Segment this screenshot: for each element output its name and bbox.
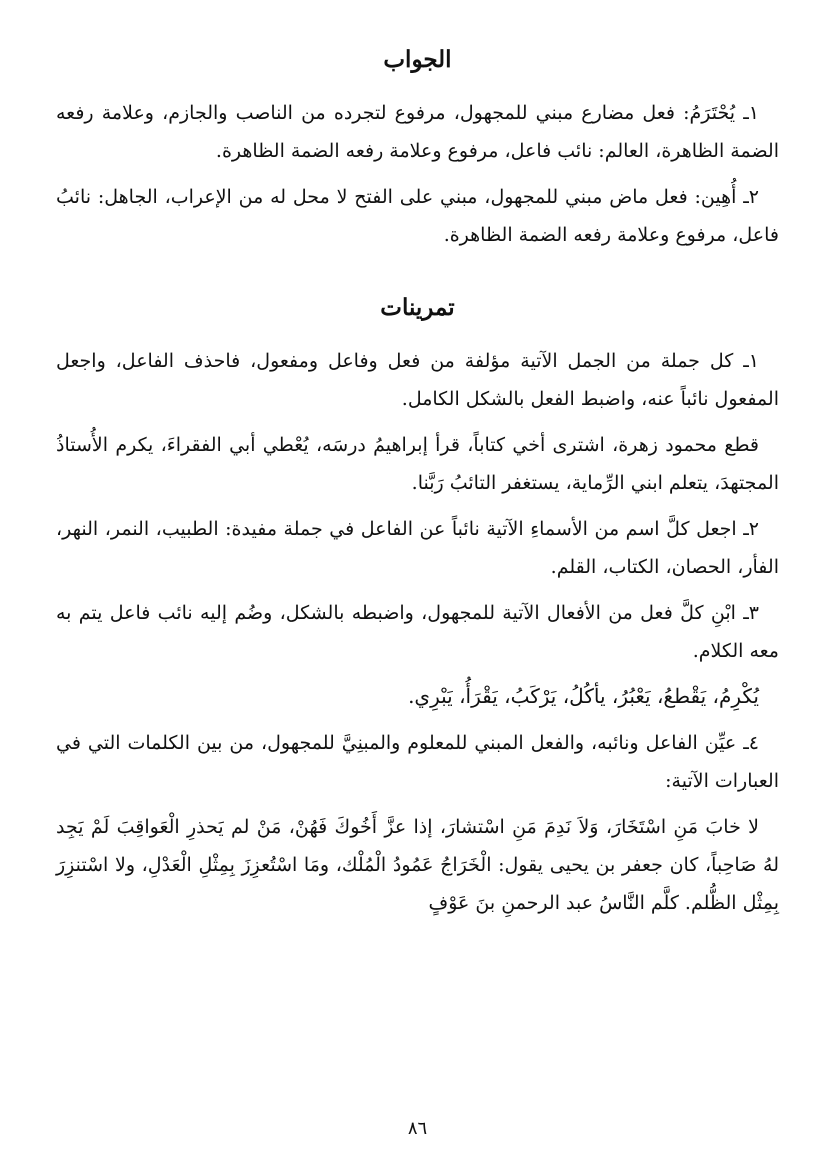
exercise-4-text: لا خابَ مَنِ اسْتَخَارَ، وَلاَ نَدِمَ مَنِ اسْتشارَ، إذا عزَّ أَخُوكَ فَهُنْ، مَنْ لم يَحذرِ الْعَواقِبَ لَمْ يَجِد لهُ صَاحِباً، كان جعفر بن يحيى يقول: الْخَرَاجُ عَمُودُ الْمُلْك، ومَا اسْتُعزِزَ بِمِثْلِ الْعَدْلِ، ولا اسْتنزِرَ بِمِثْل الظُّلم. كلَّم النَّاسُ عبد الرحمنِ بنَ عَوْفٍ — [56, 816, 779, 914]
exercise-1-sentences: قطع محمود زهرة، اشترى أخي كتاباً، قرأ إبراهيمُ درسَه، يُعْطي أبي الفقراءَ، يكرم الأُستاذُ المجتهدَ، يتعلم ابني الرِّماية، يستغفر التائبُ رَبَّنا. — [56, 434, 779, 494]
answer-item-2: ٢ـ أُهِين: فعل ماض مبني للمجهول، مبني على الفتح لا محل له من الإعراب، الجاهل: نائبُ فاعل، مرفوع وعلامة رفعه الضمة الظاهرة. — [56, 186, 779, 246]
exercise-2-instruction: ٢ـ اجعل كلَّ اسم من الأسماءِ الآتية نائباً عن الفاعل في جملة مفيدة: الطبيب، النمر، النهر، الفأر، الحصان، الكتاب، القلم. — [56, 518, 779, 578]
exercises-heading: تمرينات — [380, 294, 455, 321]
exercise-4-instruction: ٤ـ عيِّن الفاعل ونائبه، والفعل المبني للمعلوم والمبنِيَّ للمجهول، من بين الكلمات التي في العبارات الآتية: — [56, 732, 779, 792]
page-number: ٨٦ — [407, 1118, 428, 1139]
exercise-3-verbs: يُكْرِمُ، يَقْطعُ، يَعْبُرُ، يأكُلُ، يَرْكَبُ، يَقْرَأُ، يَبْرِي. — [408, 684, 759, 708]
exercise-3-instruction: ٣ـ ابْنِ كلَّ فعل من الأفعال الآتية للمجهول، واضبطه بالشكل، وضُم إليه نائب فاعل يتم به معه الكلام. — [56, 602, 779, 662]
answer-item-1: ١ـ يُحْتَرَمُ: فعل مضارع مبني للمجهول، مرفوع لتجرده من الناصب والجازم، وعلامة رفعه الضمة الظاهرة، العالم: نائب فاعل، مرفوع وعلامة رفعه الضمة الظاهرة. — [56, 102, 779, 162]
exercise-1-instruction: ١ـ كل جملة من الجمل الآتية مؤلفة من فعل وفاعل ومفعول، فاحذف الفاعل، واجعل المفعول نائباً عنه، واضبط الفعل بالشكل الكامل. — [56, 350, 779, 410]
answer-heading: الجواب — [383, 46, 452, 73]
